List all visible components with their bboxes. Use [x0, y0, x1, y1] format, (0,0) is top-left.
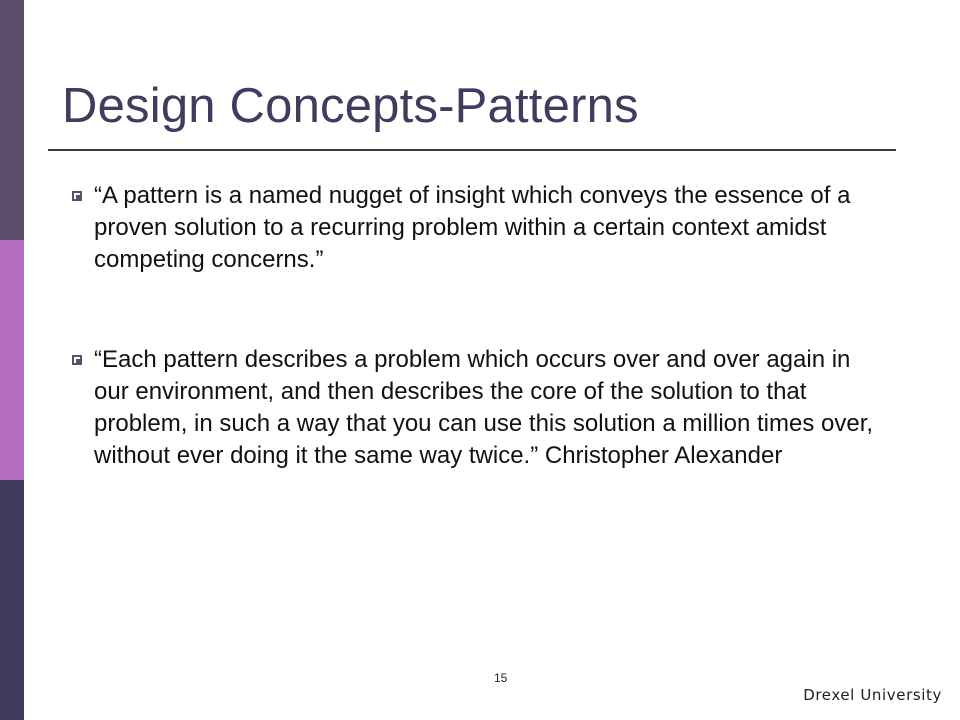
sidebar-segment-top [0, 0, 24, 240]
bullet-item-pattern-definition [62, 180, 882, 276]
bullet-item-alexander-quote [62, 344, 882, 472]
page-number: 15 [494, 671, 508, 685]
title-divider [48, 149, 896, 151]
sidebar-segment-middle [0, 240, 24, 480]
bullet-text: “Each pattern describes a problem which occurs over and over again in our environment, and then describes the core of the solution to that problem, in such a way that you can use this solution a million times over, without ever doing it the same way twice.” Christopher Alexander [94, 346, 874, 469]
sidebar-segment-bottom [0, 480, 24, 720]
slide-title: Design Concepts-Patterns [62, 79, 639, 133]
square-bullet-icon [72, 355, 82, 365]
square-bullet-icon [72, 191, 82, 201]
footer-organization: Drexel University [803, 686, 942, 704]
bullet-text: “A pattern is a named nugget of insight which conveys the essence of a proven solution to a recurring problem within a certain context amidst competing concerns.” [94, 182, 851, 273]
bullet-list [62, 180, 882, 472]
slide-sidebar-accent [0, 0, 24, 720]
